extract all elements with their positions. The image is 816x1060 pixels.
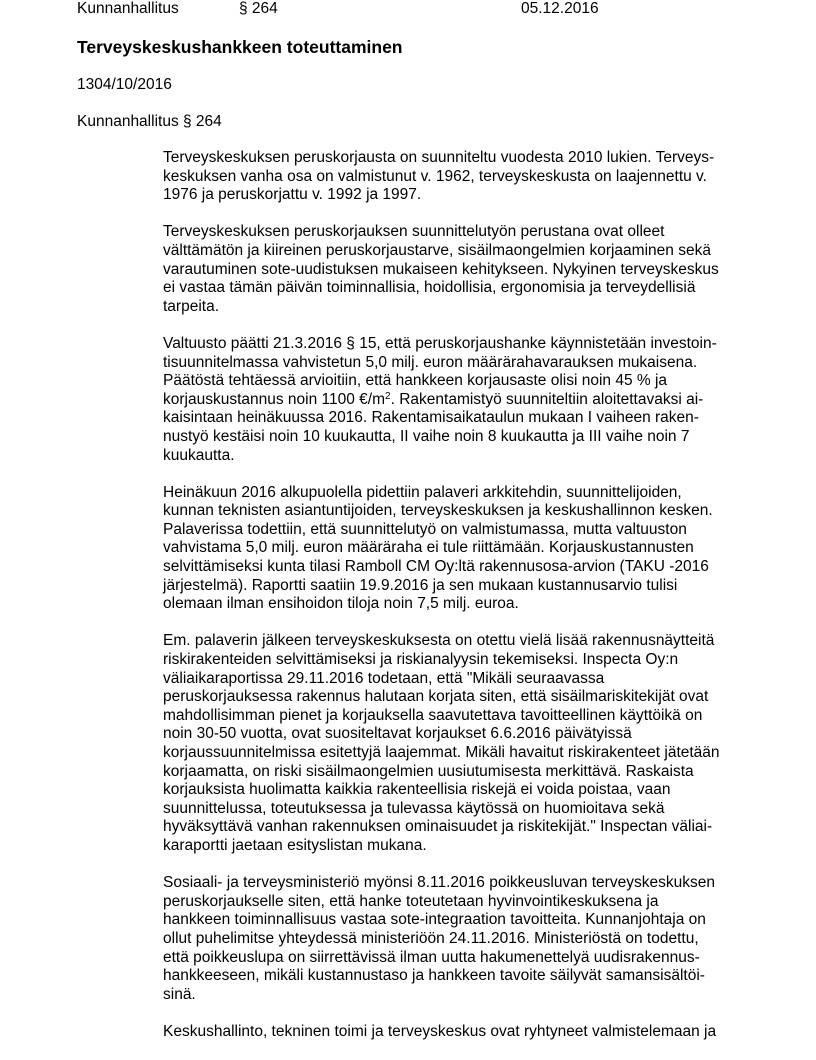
text-line: hankkeen toiminnallisuus vastaa sote-integraation tavoitteita. Kunnanjohtaja on	[163, 911, 706, 929]
paragraph-4	[163, 484, 763, 614]
text-line: vahvistama 5,0 milj. euron määräraha ei tule riittämään. Korjauskustannusten	[163, 539, 694, 557]
text-line: Heinäkuun 2016 alkupuolella pidettiin palaveri arkkitehdin, suunnittelijoiden,	[163, 483, 682, 501]
text-line: kaisintaan heinäkuussa 2016. Rakentamisaikataulun mukaan I vaiheen raken-	[163, 409, 699, 427]
record-number: 1304/10/2016	[77, 76, 172, 93]
text-line: Em. palaverin jälkeen terveyskeskuksesta on otettu vielä lisää rakennusnäytteitä	[163, 632, 715, 650]
text-line: kuukautta.	[163, 446, 235, 464]
text-line: suunnittelussa, toteutuksessa ja tulevassa käytössä on huomioitava sekä	[163, 799, 665, 817]
text-line: tisuunnitelmassa vahvistetun 5,0 milj. euron määrärahavarauksen mukaisena.	[163, 353, 698, 371]
paragraph-1	[163, 149, 763, 205]
text-line: peruskorjauksessa rakennus halutaan korjata siten, että sisäilmariskitekijät ovat	[163, 688, 709, 706]
header-date: 05.12.2016	[521, 0, 599, 17]
paragraph-3	[163, 335, 763, 465]
document-title: Terveyskeskushankkeen toteuttaminen	[77, 37, 403, 57]
paragraph-5	[163, 632, 763, 855]
header-body: Kunnanhallitus	[77, 0, 179, 17]
section-reference: Kunnanhallitus § 264	[77, 113, 222, 130]
text-line: noin 30-50 vuotta, ovat suositeltavat korjaukset 6.6.2016 päivätyissä	[163, 725, 632, 743]
text-line: Terveyskeskuksen peruskorjauksen suunnittelutyön perustana ovat olleet	[163, 223, 665, 241]
text-line: varautuminen sote-uudistuksen mukaiseen kehitykseen. Nykyinen terveyskeskus	[163, 260, 719, 278]
text-line: olemaan ilman ensihoidon tiloja noin 7,5 milj. euroa.	[163, 595, 519, 613]
text-line: tarpeita.	[163, 297, 220, 315]
text-line: välttämätön ja kiireinen peruskorjaustarve, sisäilmaongelmien korjaaminen sekä	[163, 241, 711, 259]
text-line: järjestelmä). Raportti saatiin 19.9.2016 ja sen mukaan kustannusarvio tulisi	[163, 576, 678, 594]
text-line: riskirakenteiden selvittämiseksi ja riskianalyysin tekemiseksi. Inspecta Oy:n	[163, 651, 679, 669]
text-line: Palaverissa todettiin, että suunnittelutyö on valmistumassa, mutta valtuuston	[163, 520, 687, 538]
paragraph-7	[163, 1023, 763, 1042]
text-segment: korjauskustannus noin 1100 €/m	[163, 390, 386, 408]
text-line: selvittämiseksi kunta tilasi Ramboll CM Oy:ltä rakennusosa-arvion (TAKU -2016	[163, 558, 709, 576]
paragraph-6	[163, 874, 763, 1004]
text-line: ei vastaa tämän päivän toiminnallisia, hoidollisia, ergonomisia ja terveydellisiä	[163, 279, 696, 297]
text-line	[163, 391, 763, 410]
text-line: että poikkeuslupa on siirrettävissä ilman uutta hakumenettelyä uudisrakennus-	[163, 948, 700, 966]
text-segment: . Rakentamistyö suunniteltiin aloitettavaksi ai-	[390, 390, 704, 408]
text-line: väliaikaraportissa 29.11.2016 todetaan, että "Mikäli seuraavassa	[163, 669, 605, 687]
document-body	[163, 149, 763, 1060]
text-line: korjaamatta, on riski sisäilmaongelmien uusiutumisesta merkittävä. Raskaista	[163, 762, 694, 780]
text-line: keskuksen vanha osa on valmistunut v. 1962, terveyskeskusta on laajennettu v.	[163, 167, 707, 185]
text-line: sinä.	[163, 985, 196, 1003]
text-line: korjauksista huolimatta kaikkia rakenteellisia riskejä ei voida poistaa, vaan	[163, 781, 671, 799]
text-line: Valtuusto päätti 21.3.2016 § 15, että peruskorjaushanke käynnistetään investoin-	[163, 334, 717, 352]
text-line: hyväksyttävä vanhan rakennuksen ominaisuudet ja riskitekijät." Inspectan väliai-	[163, 818, 713, 836]
text-line: kunnan teknisten asiantuntijoiden, terveyskeskuksen ja keskushallinnon kesken.	[163, 502, 713, 520]
text-line: mahdollisimman pienet ja korjauksella saavutettava tavoitteellinen käyttöikä on	[163, 706, 703, 724]
superscript: 2	[385, 390, 391, 402]
text-line: peruskorjaukselle siten, että hanke toteutetaan hyvinvointikeskuksena ja	[163, 892, 659, 910]
text-line: nustyö kestäisi noin 10 kuukautta, II vaihe noin 8 kuukautta ja III vaihe noin 7	[163, 427, 690, 445]
text-line: Päätöstä tehtäessä arvioitiin, että hankkeen korjausaste olisi noin 45 % ja	[163, 372, 668, 390]
text-line: karaportti jaetaan esityslistan mukana.	[163, 836, 427, 854]
text-line: Keskushallinto, tekninen toimi ja terveyskeskus ovat ryhtyneet valmistelemaan ja	[163, 1022, 717, 1040]
text-line: ollut puhelimitse yhteydessä ministeriöön 24.11.2016. Ministeriöstä on todettu,	[163, 929, 699, 947]
text-line: hankkeeseen, mikäli kustannustaso ja hankkeen tavoite säilyvät samansisältöi-	[163, 967, 705, 985]
text-line: Terveyskeskuksen peruskorjausta on suunniteltu vuodesta 2010 lukien. Terveys-	[163, 149, 715, 166]
text-line: 1976 ja peruskorjattu v. 1992 ja 1997.	[163, 186, 422, 204]
header-section: § 264	[239, 0, 278, 17]
text-line: Sosiaali- ja terveysministeriö myönsi 8.11.2016 poikkeusluvan terveyskeskuksen	[163, 874, 715, 892]
text-line: korjaussuunnitelmissa esitettyjä laajemmat. Mikäli havaitut riskirakenteet jätetään	[163, 744, 720, 761]
paragraph-2	[163, 223, 763, 316]
